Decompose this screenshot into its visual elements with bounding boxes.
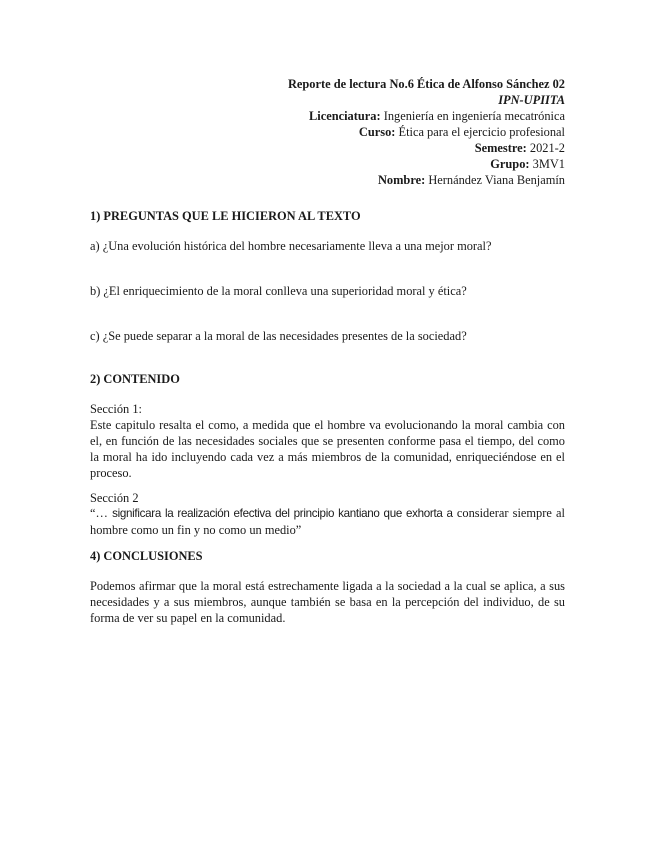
semester-line [288, 140, 565, 156]
course-value: Ética para el ejercicio profesional [398, 125, 565, 139]
section-2-quote [90, 505, 565, 538]
report-title: Reporte de lectura No.6 Ética de Alfonso Sánchez 02 [287, 77, 565, 91]
name-line [288, 172, 565, 188]
questions-heading: 1) PREGUNTAS QUE LE HICIERON AL TEXTO [90, 209, 361, 223]
conclusions-heading: 4) CONCLUSIONES [90, 549, 203, 563]
course-line [288, 124, 565, 140]
quote-open: “… [90, 506, 113, 520]
quote-emphasis: significara la realización efectiva del principio kantiano que exhorta a [112, 507, 453, 520]
name-value: Hernández Viana Benjamín [428, 173, 565, 187]
conclusions-text: Podemos afirmar que la moral está estrechamente ligada a la sociedad a la cual se aplica, a sus necesidades y a sus miembros, aunque también se basa en la percepción del individuo, de su forma de ver su papel en la comunidad. [90, 579, 565, 625]
group-value: 3MV1 [532, 157, 565, 171]
course-label: Curso: [358, 125, 396, 139]
institution: IPN-UPIITA [498, 93, 565, 107]
section-2-label: Sección 2 [90, 491, 139, 505]
section-1-text: Este capitulo resalta el como, a medida que el hombre va evolucionando la moral cambia con el, en función de las necesidades sociales que se presenten conforme pasa el tiempo, del como la moral ha ido incluyendo cada vez a más miembros de la comunidad, enriqueciéndose en el proceso. [90, 418, 565, 480]
question-b: b) ¿El enriquecimiento de la moral conlleva una superioridad moral y ética? [90, 284, 467, 298]
content-heading: 2) CONTENIDO [90, 372, 180, 386]
semester-label: Semestre: [474, 141, 527, 155]
question-a: a) ¿Una evolución histórica del hombre necesariamente lleva a una mejor moral? [90, 239, 492, 253]
group-label: Grupo: [490, 157, 530, 171]
quote-rest: considerar siempre al hombre como un fin y no como un medio” [90, 506, 565, 537]
name-label: Nombre: [377, 173, 426, 187]
degree-value: Ingeniería en ingeniería mecatrónica [383, 109, 565, 123]
question-c: c) ¿Se puede separar a la moral de las necesidades presentes de la sociedad? [90, 329, 467, 343]
section-1-label: Sección 1: [90, 402, 142, 416]
semester-value: 2021-2 [529, 141, 565, 155]
degree-line [288, 108, 565, 124]
group-line [288, 156, 565, 172]
degree-label: Licenciatura: [309, 109, 381, 123]
report-header [288, 76, 565, 188]
